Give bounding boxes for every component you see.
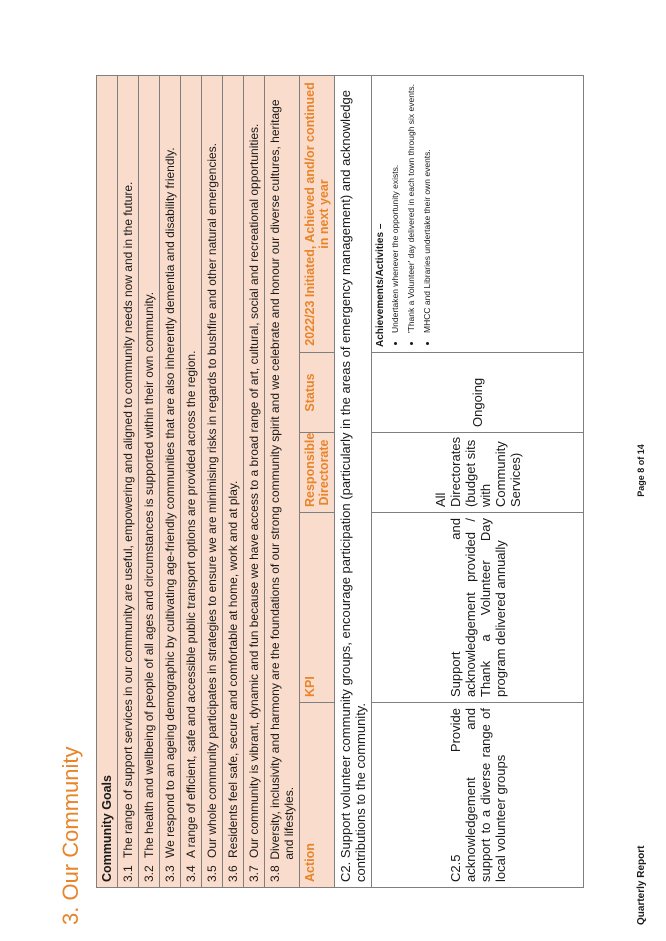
goal-row: 3.1The range of support services in our community are useful, empowering and aligned to community needs now and in the future. (118, 76, 139, 888)
table-header-row (300, 76, 335, 888)
table-row (372, 76, 584, 888)
goal-row: 3.4A range of efficient, safe and accessible public transport options are provided across the region. (181, 76, 202, 888)
strategy-c2: C2. Support volunteer community groups, encourage participation (particularly in the areas of emergency management) and acknowledge contributions to the community. (335, 76, 372, 888)
goal-row: 3.5Our whole community participates in strategies to ensure we are minimising risks in regards to bushfire and other natural emergencies. (202, 76, 223, 888)
header-responsible: Responsible Directorate (300, 433, 335, 513)
achievements-title: Achievements/Activities – (375, 223, 386, 347)
achievement-item: • Undertaken whenever the opportunity exists. (390, 81, 400, 333)
section-title: 3. Our Community (58, 746, 83, 925)
header-status: Status (300, 353, 335, 433)
achievements-cell (372, 76, 584, 353)
goal-row: 3.7Our community is vibrant, dynamic and fun because we have access to a broad range of art, cultural, social and recreational opportunities. (244, 76, 265, 888)
footer-report-title: Quarterly Report (636, 845, 647, 925)
achievements-list (390, 81, 432, 347)
community-goals-table (96, 75, 584, 888)
header-initiated: 2022/23 Initiated, Achieved and/or continued in next year (300, 76, 335, 353)
achievement-item: • 'Thank a Volunteer' day delivered in each town through six events. (406, 81, 416, 333)
goal-row: 3.3We respond to an ageing demographic by cultivating age-friendly communities that are also inherently dementia and disability friendly. (160, 76, 181, 888)
achievement-item: • MHCC and Libraries undertake their own events. (422, 81, 432, 333)
goal-row: 3.6Residents feel safe, secure and comfortable at home, work and at play. (223, 76, 244, 888)
header-kpi: KPI (300, 513, 335, 703)
header-action: Action (300, 703, 335, 888)
responsible-cell: All Directorates (budget sits with Community Services) (372, 433, 584, 513)
kpi-cell: Support and acknowledgement provided / Thank a Volunteer Day program delivered annually (372, 513, 584, 703)
page-number: Page 8 of 14 (636, 444, 646, 497)
goal-row: 3.2The health and wellbeing of people of all ages and circumstances is supported within their own community. (139, 76, 160, 888)
status-cell: Ongoing (372, 353, 584, 433)
goal-row: 3.8 Diversity, inclusivity and harmony are the foundations of our strong community spirit and we celebrate and honour our diverse cultures, heritage and lifestyles. (265, 76, 300, 888)
action-cell: C2.5 Provide acknowledgement and support to a diverse range of local volunteer groups (372, 703, 584, 888)
goals-heading: Community Goals (97, 76, 118, 888)
